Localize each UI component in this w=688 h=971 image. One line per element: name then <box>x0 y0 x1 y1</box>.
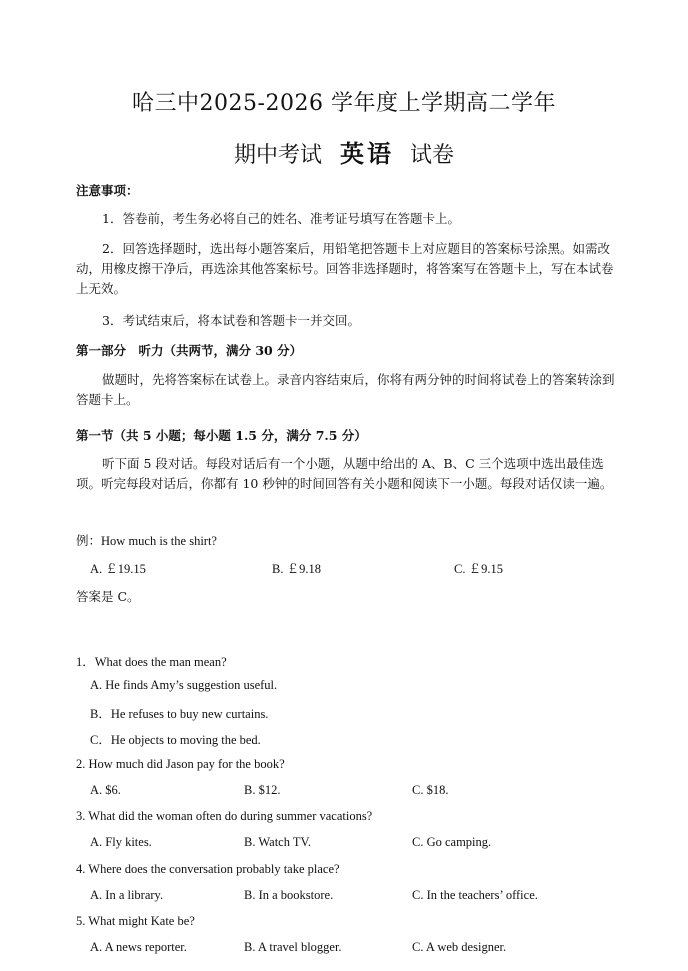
question-option: C. In the teachers’ office. <box>412 888 538 902</box>
example-label: 例： <box>76 533 102 548</box>
question-option: A. $6. <box>90 783 121 797</box>
question-option: A. Fly kites. <box>90 835 152 849</box>
question-option: B. $12. <box>244 783 281 797</box>
notice-item-2: 2．回答选择题时，选出每小题答案后，用铅笔把答题卡上对应题目的答案标号涂黑。如需改动，用橡皮擦干净后，再选涂其他答案标号。回答非选择题时，将答案写在答题卡上，写在本试卷上无效。 <box>76 241 614 296</box>
question-option: A. In a library. <box>90 888 164 902</box>
question-option: A. A news reporter. <box>90 940 187 954</box>
section1-intro: 听下面 5 段对话。每段对话后有一个小题，从题中给出的 A、B、C 三个选项中选出最佳选项。听完每段对话后，你都有 10 秒钟的时间回答有关小题和阅读下一小题。每段对话仅读一遍。 <box>76 456 613 491</box>
section1-heading: 第一节（共 5 小题；每小题 1.5 分，满分 7.5 分） <box>76 428 367 443</box>
question-stem: 5. What might Kate be? <box>76 914 195 928</box>
question-option: A. He finds Amy’s suggestion useful. <box>90 678 278 692</box>
example-option-b: B. ￡9.18 <box>272 562 321 576</box>
question-option: C．He objects to moving the bed. <box>90 733 261 747</box>
question-option: B. Watch TV. <box>244 835 312 849</box>
part1-heading: 第一部分 听力（共两节，满分 30 分） <box>76 343 303 358</box>
example-option-a: A. ￡19.15 <box>90 562 146 576</box>
question-stem: 4. Where does the conversation probably take place? <box>76 862 340 876</box>
question-option: B. In a bookstore. <box>244 888 334 902</box>
question-option: C. $18. <box>412 783 449 797</box>
notice-heading: 注意事项： <box>76 183 139 198</box>
question-stem: 1．What does the man mean? <box>76 655 227 669</box>
example-option-c: C. ￡9.15 <box>454 562 503 576</box>
notice-item-3: 3．考试结束后，将本试卷和答题卡一并交回。 <box>102 313 360 328</box>
part1-intro: 做题时，先将答案标在试卷上。录音内容结束后，你将有两分钟的时间将试卷上的答案转涂到答题卡上。 <box>76 372 615 407</box>
question-option: B. A travel blogger. <box>244 940 342 954</box>
example-answer: 答案是 C。 <box>76 589 140 604</box>
question-stem: 3. What did the woman often do during summer vacations? <box>76 809 373 823</box>
notice-item-1: 1．答卷前，考生务必将自己的姓名、准考证号填写在答题卡上。 <box>102 211 460 226</box>
subtitle-exam-type: 期中考试 <box>233 143 322 168</box>
page-subtitle <box>0 134 688 169</box>
question-option: B．He refuses to buy new curtains. <box>90 707 269 721</box>
question-option: C. Go camping. <box>412 835 492 849</box>
example-question <box>76 531 217 551</box>
page-title: 哈三中2025-2026 学年度上学期高二学年 <box>132 91 556 116</box>
question-option: C. A web designer. <box>412 940 507 954</box>
example-question-text: How much is the shirt? <box>101 534 217 548</box>
subtitle-subject: 英语 <box>340 139 394 168</box>
subtitle-paper: 试卷 <box>410 143 455 168</box>
question-stem: 2. How much did Jason pay for the book? <box>76 757 285 771</box>
